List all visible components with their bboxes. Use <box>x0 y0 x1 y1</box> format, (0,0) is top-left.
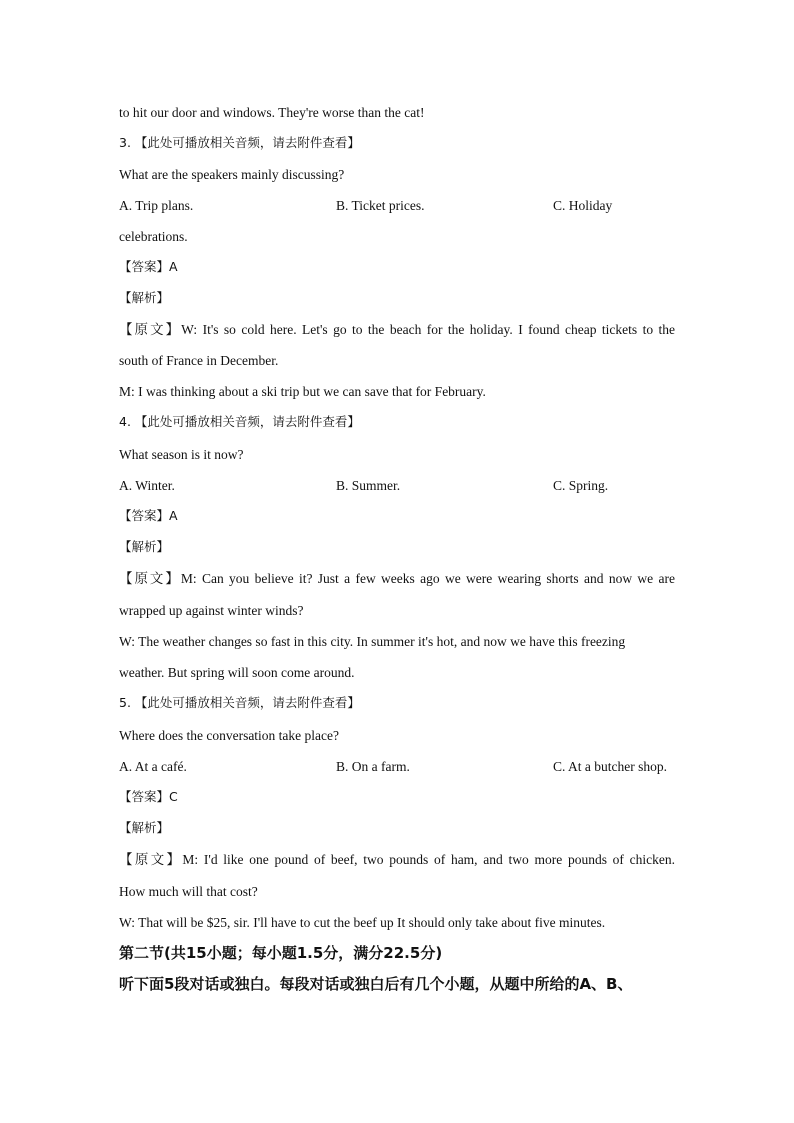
section-heading: 第二节(共15小题；每小题1.5分，满分22.5分) <box>119 944 443 962</box>
question-4-transcript-line-1: 【原文】M: Can you believe it? Just a few weeks ago we were wearing shorts and now we are <box>119 571 675 586</box>
question-4-option-b: B. Summer. <box>336 478 401 493</box>
question-3-audio-note: 3. 【此处可播放相关音频，请去附件查看】 <box>119 135 360 150</box>
question-3-answer: 【答案】A <box>119 259 178 274</box>
question-4-transcript-line-3: W: The weather changes so fast in this city. In summer it's hot, and now we have this freezing <box>119 634 626 649</box>
question-4-text: What season is it now? <box>119 447 244 462</box>
question-5-text: Where does the conversation take place? <box>119 728 340 743</box>
question-5-transcript-line-3: W: That will be $25, sir. I'll have to cut the beef up It should only take about five minutes. <box>119 915 606 930</box>
question-3-analysis-label: 【解析】 <box>119 290 170 305</box>
question-3-option-c: C. Holiday <box>553 198 613 213</box>
question-3-text: What are the speakers mainly discussing? <box>119 167 345 182</box>
question-5-option-b: B. On a farm. <box>336 759 410 774</box>
question-5-analysis-label: 【解析】 <box>119 820 170 835</box>
question-3-transcript-line-3: M: I was thinking about a ski trip but we can save that for February. <box>119 384 486 399</box>
question-4-analysis-label: 【解析】 <box>119 539 170 554</box>
question-3-option-a: A. Trip plans. <box>119 198 194 213</box>
question-5-answer: 【答案】C <box>119 789 178 804</box>
question-3-option-b: B. Ticket prices. <box>336 198 425 213</box>
question-4-option-a: A. Winter. <box>119 478 175 493</box>
question-4-transcript-line-4: weather. But spring will soon come around. <box>119 665 355 680</box>
question-4-answer: 【答案】A <box>119 508 178 523</box>
section-instructions: 听下面5段对话或独白。每段对话或独白后有几个小题，从题中所给的A、B、 <box>119 975 633 993</box>
question-5-transcript-line-1: 【原文】M: I'd like one pound of beef, two pounds of ham, and two more pounds of chicken. <box>119 852 675 867</box>
question-4-audio-note: 4. 【此处可播放相关音频，请去附件查看】 <box>119 414 360 429</box>
text-line-cat: to hit our door and windows. They're worse than the cat! <box>119 105 425 120</box>
question-3-option-c-cont: celebrations. <box>119 229 188 244</box>
question-5-option-a: A. At a café. <box>119 759 187 774</box>
question-4-option-c: C. Spring. <box>553 478 609 493</box>
question-5-audio-note: 5. 【此处可播放相关音频，请去附件查看】 <box>119 695 360 710</box>
question-3-transcript-line-2: south of France in December. <box>119 353 279 368</box>
question-4-transcript-line-2: wrapped up against winter winds? <box>119 603 304 618</box>
question-5-option-c: C. At a butcher shop. <box>553 759 667 774</box>
question-3-transcript-line-1: 【原文】W: It's so cold here. Let's go to the beach for the holiday. I found cheap tickets to the <box>119 322 675 337</box>
question-5-transcript-line-2: How much will that cost? <box>119 884 258 899</box>
